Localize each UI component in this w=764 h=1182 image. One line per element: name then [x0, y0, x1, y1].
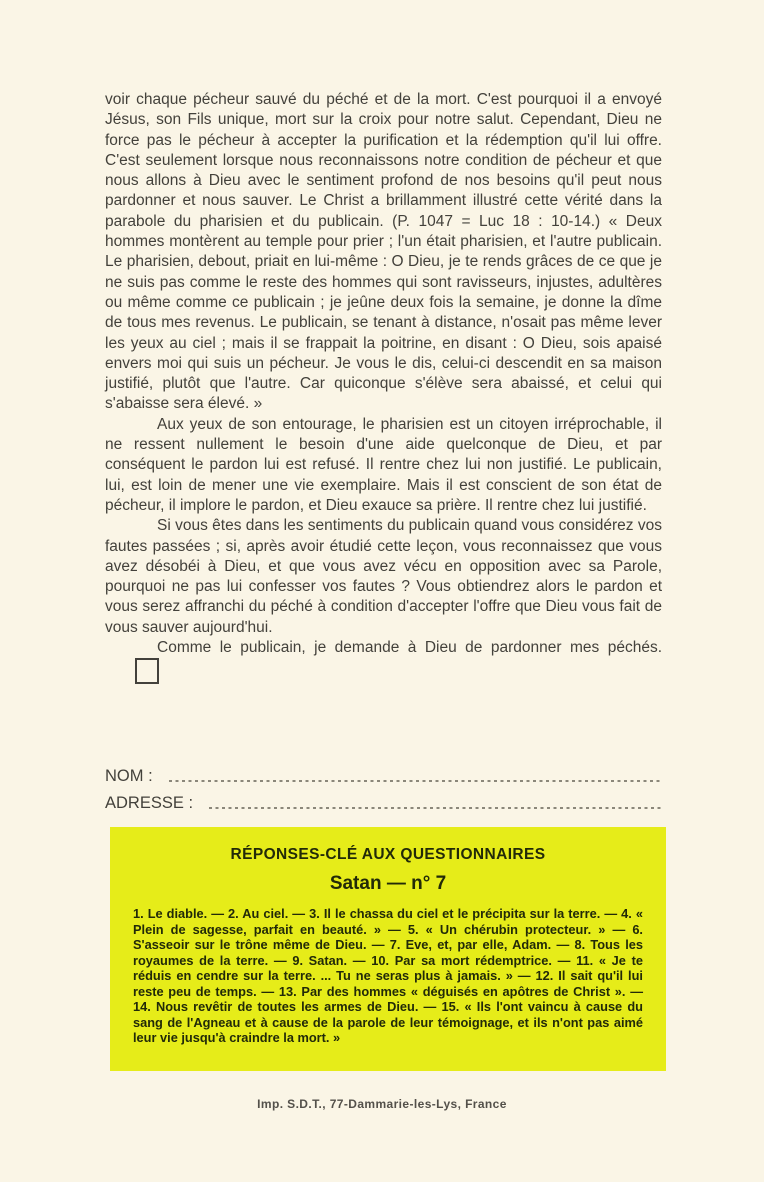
- answer-key-text: 1. Le diable. — 2. Au ciel. — 3. Il le chassa du ciel et le précipita sur la terre. — 4. « Plein de sagesse, parfait en beauté. » — 5. « Un chérubin protecteur. » — 6. S'asseoir sur le trône même de Dieu. — 7. Eve, et, par elle, Adam. — 8. Tous les royaumes de la terre. — 9. Satan. — 10. Par sa mort rédemptrice. — 11. « Je te réduis en cendre sur la terre. ... Tu ne seras plus à jamais. » — 12. Il sait qu'il lui reste peu de temps. — 13. Par des hommes « déguisés en apôtres de Christ ». — 14. Nous revêtir de toutes les armes de Dieu. — 15. « Ils l'ont vaincu à cause du sang de l'Agneau et à cause de la parole de leur témoignage, et ils n'ont pas aimé leur vie jusqu'à craindre la mort. »: [133, 906, 643, 1045]
- address-fill-line[interactable]: [209, 807, 662, 809]
- printer-imprint: Imp. S.D.T., 77-Dammarie-les-Lys, France: [257, 1097, 507, 1111]
- name-fill-line[interactable]: [169, 780, 662, 782]
- answer-key-subtitle: Satan — n° 7: [329, 873, 447, 894]
- pledge-checkbox[interactable]: [135, 658, 159, 684]
- pledge-text: Comme le publicain, je demande à Dieu de pardonner mes péchés.: [157, 639, 662, 657]
- paragraph-2: Aux yeux de son entourage, le pharisien est un citoyen irréprochable, il ne ressent nullement le besoin d'une aide quelconque de Dieu, et par conséquent le pardon lui est refusé. Il rentre chez lui non justifié. Le publicain, lui, est loin de mener une vie exemplaire. Mais il est conscient de son état de pécheur, il implore le pardon, et Dieu exauce sa prière. Il rentre chez lui justifié.: [105, 415, 662, 514]
- address-label: ADRESSE :: [105, 794, 194, 812]
- pledge-paragraph: [105, 638, 662, 685]
- answer-key-box: [110, 827, 666, 1071]
- name-label: NOM :: [105, 767, 153, 785]
- body-text-block: [105, 90, 662, 685]
- paragraph-3: Si vous êtes dans les sentiments du publicain quand vous considérez vos fautes passées ; si, après avoir étudié cette leçon, vous reconnaissez que vous avez désobéi à Dieu, et que vous avez vécu en opposition avec sa Parole, pourquoi ne pas lui confesser vos fautes ? Vous obtiendrez alors le pardon et vous serez affranchi du péché à condition d'accepter l'offre que Dieu vous fait de vous sauver aujourd'hui.: [105, 517, 662, 636]
- address-form-row: [105, 791, 662, 813]
- answer-key-title: RÉPONSES-CLÉ AUX QUESTIONNAIRES: [230, 846, 546, 863]
- paragraph-1: voir chaque pécheur sauvé du péché et de la mort. C'est pourquoi il a envoyé Jésus, son Fils unique, mort sur la croix pour notre salut. Cependant, Dieu ne force pas le pécheur à accepter la purification et la rédemption qu'il lui offre. C'est seulement lorsque nous reconnaissons notre condition de pécheur et que nous allons à Dieu avec le sentiment profond de nos besoins qu'il peut nous pardonner et nous sauver. Le Christ a brillamment illustré cette vérité dans la parabole du pharisien et du publicain. (P. 1047 = Luc 18 : 10-14.) « Deux hommes montèrent au temple pour prier ; l'un était pharisien, et l'autre publicain. Le pharisien, debout, priait en lui-même : O Dieu, je te rends grâces de ce que je ne suis pas comme le reste des hommes qui sont ravisseurs, injustes, adultères ou même comme ce publicain ; je jeûne deux fois la semaine, je donne la dîme de tous mes revenus. Le publicain, se tenant à distance, n'osait pas même lever les yeux au ciel ; mais il se frappait la poitrine, en disant : O Dieu, sois apaisé envers moi qui suis un pécheur. Je vous le dis, celui-ci descendit en sa maison justifié, plutôt que l'autre. Car quiconque s'élève sera abaissé, et celui qui s'abaisse sera élevé. »: [105, 91, 662, 413]
- name-form-row: [105, 764, 662, 786]
